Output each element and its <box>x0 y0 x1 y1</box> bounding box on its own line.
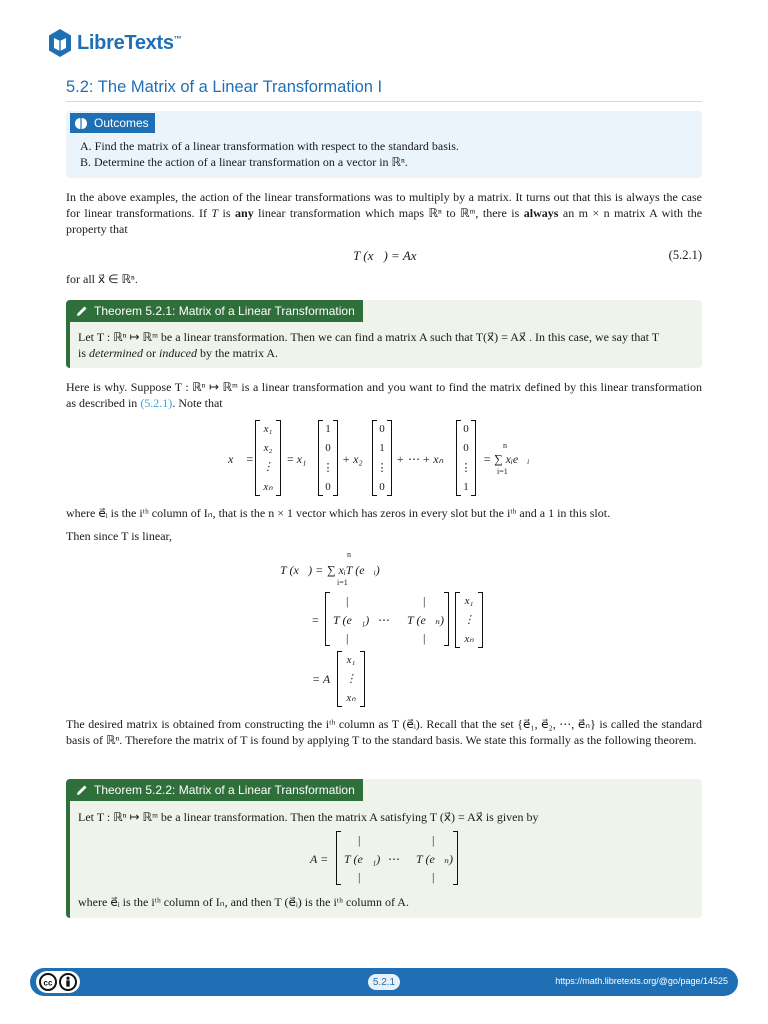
svg-text:cc: cc <box>43 978 53 988</box>
title-divider <box>66 101 702 102</box>
cc-icon <box>39 973 57 991</box>
paragraph-here-is-why: Here is why. Suppose T : ℝⁿ ↦ ℝᵐ is a linear transformation and you want to find the matrix defined by this linear transformation as described in (5.2.1). Note that <box>66 380 702 410</box>
theorem-5-2-1-heading: Theorem 5.2.1: Matrix of a Linear Transformation <box>70 300 363 322</box>
pencil-icon <box>76 784 88 796</box>
page-url[interactable]: https://math.libretexts.org/@go/page/14525 <box>555 976 728 986</box>
paragraph-desired-matrix: The desired matrix is obtained from constructing the iᵗʰ column as T (e⃗ᵢ). Recall that the set {e⃗₁, e⃗₂, ⋯, e⃗ₙ} is called the standard basis of ℝⁿ. Therefore the matrix of T is found by applying T to the standard basis. We state this formally as the following theorem. <box>66 717 702 747</box>
paragraph-where-ei: where e⃗ᵢ is the iᵗʰ column of Iₙ, that is the n × 1 vector which has zeros in every slot but the iᵗʰ and a 1 in this slot. <box>66 506 611 520</box>
outcomes-box <box>66 111 702 178</box>
outcomes-heading: Outcomes <box>70 113 155 133</box>
matrix-e2: 0 1 ⋮ 0 <box>372 420 392 496</box>
theorem-5-2-1-line1: Let T : ℝⁿ ↦ ℝᵐ be a linear transformation. Then we can find a matrix A such that T(x⃗) = Ax⃗ . In this case, we say that T <box>78 330 660 344</box>
theorem-5-2-2-line3: where e⃗ᵢ is the iᵗʰ column of Iₙ, and then T (e⃗ᵢ) is the iᵗʰ column of A. <box>78 895 409 909</box>
creative-commons-badge[interactable] <box>36 971 80 993</box>
pencil-icon <box>76 305 88 317</box>
matrix-x: x₁ x₂ ⋮ xₙ <box>255 420 281 496</box>
paragraph-then-since: Then since T is linear, <box>66 529 173 543</box>
outcome-item-a: A. Find the matrix of a linear transformation with respect to the standard basis. <box>80 139 459 153</box>
theorem-5-2-2-line1: Let T : ℝⁿ ↦ ℝᵐ be a linear transformation. Then the matrix A satisfying T (x⃗) = Ax⃗ is given by <box>78 810 539 824</box>
for-all-text: for all x⃗ ∈ ℝⁿ. <box>66 272 138 286</box>
libretexts-logo-icon <box>47 28 73 58</box>
attribution-icon <box>59 973 77 991</box>
theorem-5-2-1-line2: is determined or induced by the matrix A. <box>78 346 278 360</box>
outcome-item-b: B. Determine the action of a linear transformation on a vector in ℝⁿ. <box>80 155 408 169</box>
equation-number: (5.2.1) <box>668 248 702 262</box>
paragraph-intro: In the above examples, the action of the linear transformations was to multiply by a matrix. It turns out that this is always the case for linear transformations. If T is any linear transformation which maps ℝⁿ to ℝᵐ, there is always an m × n matrix A with the property that <box>66 190 703 236</box>
page-title: 5.2: The Matrix of a Linear Transformation I <box>66 78 383 96</box>
libretexts-logo[interactable] <box>47 28 181 58</box>
theorem-5-2-1-box <box>66 300 702 368</box>
matrix-x-short: x₁ ⋮ xₙ <box>455 592 483 648</box>
matrix-en: 0 0 ⋮ 1 <box>456 420 476 496</box>
theorem-5-2-2-heading: Theorem 5.2.2: Matrix of a Linear Transformation <box>70 779 363 801</box>
equation-5-2-1: T (x⃗) = Ax⃗ <box>353 248 427 263</box>
page-footer <box>30 968 738 996</box>
matrix-x-short-2: x₁ ⋮ xₙ <box>337 651 365 707</box>
logo-text: LibreTexts™ <box>77 31 182 54</box>
theorem-5-2-2-box: Theorem 5.2.2: Matrix of a Linear Transformation Let T : ℝⁿ ↦ ℝᵐ be a linear transformation. Then the matrix A satisfying T (x⃗) = Ax⃗ is given by A = | | T (e⃗₁) ⋯ T (e⃗ₙ) | | where e⃗ᵢ is the iᵗʰ column of Iₙ, and then T (e⃗ᵢ) is the iᵗʰ column of A. <box>66 779 702 918</box>
page-number: 5.2.1 <box>368 974 400 990</box>
equation-link[interactable]: (5.2.1) <box>140 396 173 410</box>
brain-icon <box>74 117 88 130</box>
matrix-e1: 1 0 ⋮ 0 <box>318 420 338 496</box>
